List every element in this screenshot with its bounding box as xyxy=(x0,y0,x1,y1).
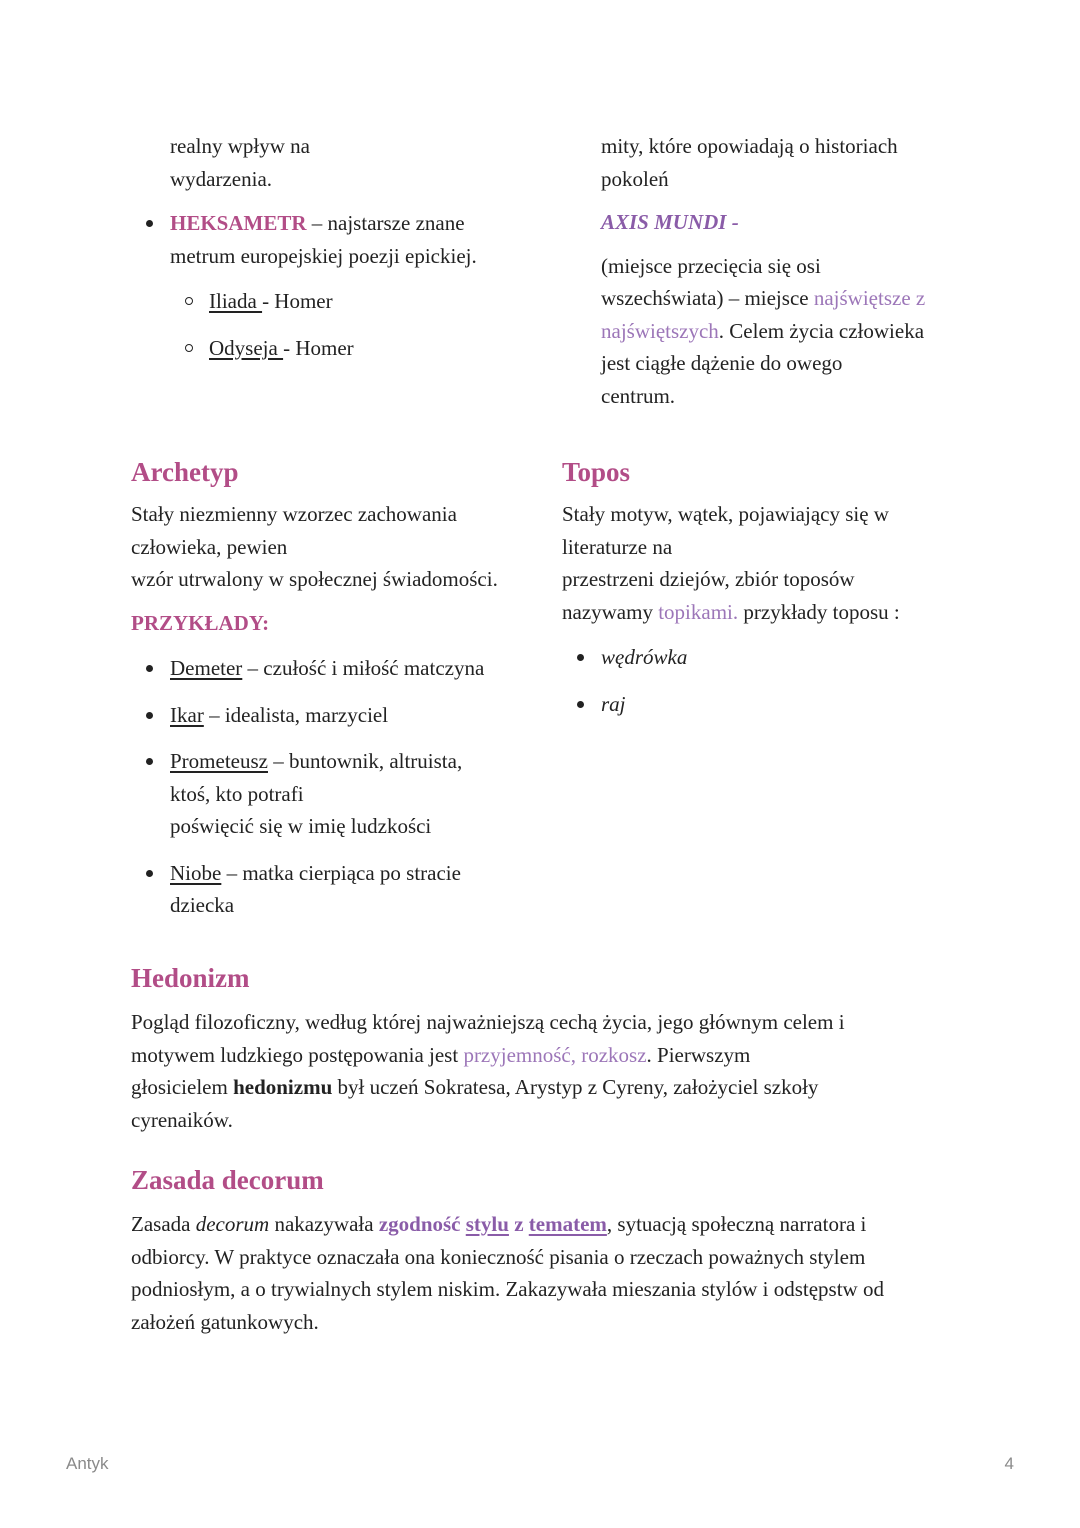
heksametr-def-line: – najstarsze znane xyxy=(311,211,465,235)
example-name: Prometeusz xyxy=(170,749,268,773)
paragraph-line: Zasada decorum nakazywała zgodność stylu z tematem, sytuacją społeczną narratora i xyxy=(131,1212,867,1236)
definition-line: literaturze na xyxy=(562,534,673,559)
definition-line: nazywamy topikami. przykłady toposu : xyxy=(562,599,900,624)
highlight-text: stylu xyxy=(465,1212,509,1236)
highlight-text: najświętszych xyxy=(601,318,719,343)
archetyp-section xyxy=(131,455,551,922)
highlight-text: przyjemność, rozkosz xyxy=(463,1042,647,1067)
decorum-section xyxy=(131,1163,991,1338)
continuation-line: mity, które opowiadają o historiach xyxy=(601,134,898,158)
highlight-text: najświętsze z xyxy=(813,286,926,310)
work-title: Odyseja xyxy=(209,335,284,360)
highlight-text: topikami. xyxy=(658,599,739,624)
heksametr-def-line: metrum europejskiej poezji epickiej. xyxy=(170,243,477,268)
example-item: Ikar – idealista, marzyciel xyxy=(170,699,551,732)
axis-line: (miejsce przecięcia się osi xyxy=(601,253,821,278)
section-title: Topos xyxy=(562,457,631,487)
section-title: Hedonizm xyxy=(131,963,250,993)
section-title: Archetyp xyxy=(131,457,239,487)
definition-line: Stały motyw, wątek, pojawiający się w xyxy=(562,502,889,526)
axis-line: jest ciągłe dążenie do owego xyxy=(601,351,843,375)
paragraph-line: odbiorcy. W praktyce oznaczała ona konieczność pisania o rzeczach poważnych stylem xyxy=(131,1244,866,1269)
paragraph-line: motywem ludzkiego postępowania jest przyjemność, rozkosz. Pierwszym xyxy=(131,1042,751,1067)
paragraph-line: podniosłym, a o trywialnych stylem niskim. Zakazywała mieszania stylów i odstępstw od xyxy=(131,1277,884,1301)
definition-line: człowieka, pewien xyxy=(131,534,288,559)
section-title: Zasada decorum xyxy=(131,1165,324,1195)
example-item: Demeter – czułość i miłość matczyna xyxy=(170,652,551,685)
continuation-line: pokoleń xyxy=(601,166,669,191)
works-list xyxy=(209,285,550,364)
footer-section-name: Antyk xyxy=(66,1454,109,1473)
paragraph-line: założeń gatunkowych. xyxy=(131,1309,319,1334)
work-author: - Homer xyxy=(283,335,354,360)
paragraph-line: cyrenaików. xyxy=(131,1107,233,1132)
axis-line: centrum. xyxy=(601,383,676,408)
topos-item: wędrówka xyxy=(601,641,982,674)
work-item xyxy=(209,332,550,365)
topos-section xyxy=(562,455,982,720)
topos-list xyxy=(601,641,982,720)
continuation-line: wydarzenia. xyxy=(170,166,273,191)
continuation-line: realny wpływ na xyxy=(170,134,310,158)
definition-line: wzór utrwalony w społecznej świadomości. xyxy=(131,567,498,591)
page-number: 4 xyxy=(1004,1454,1014,1473)
example-name: Ikar xyxy=(170,702,204,727)
example-name: Niobe xyxy=(170,860,222,885)
example-name: Demeter xyxy=(170,656,243,680)
paragraph-line: Pogląd filozoficzny, według której najważniejszą cechą życia, jego głównym celem i xyxy=(131,1010,845,1034)
axis-mundi-heading: AXIS MUNDI - xyxy=(601,210,739,234)
examples-label: PRZYKŁADY: xyxy=(131,610,270,635)
work-item xyxy=(209,285,550,318)
topos-item: raj xyxy=(601,688,982,721)
highlight-text: tematem xyxy=(528,1212,607,1236)
heksametr-item xyxy=(170,207,550,272)
heksametr-term: HEKSAMETR xyxy=(170,211,307,235)
definition-line: przestrzeni dziejów, zbiór toposów xyxy=(562,567,855,591)
example-item: Prometeusz – buntownik, altruista, ktoś, kto potrafi poświęcić się w imię ludzkości xyxy=(170,745,551,843)
hedonizm-section xyxy=(131,961,991,1136)
work-author: - Homer xyxy=(262,289,333,313)
axis-line: najświętszych. Celem życia człowieka xyxy=(601,318,925,343)
highlight-text: zgodność xyxy=(378,1212,466,1236)
right-top-column xyxy=(601,130,1001,412)
bold-term: hedonizmu xyxy=(233,1075,333,1099)
axis-line: wszechświata) – miejsce najświętsze z xyxy=(601,286,926,310)
work-title: Iliada xyxy=(209,289,263,313)
example-item: Niobe – matka cierpiąca po stracie dziecka xyxy=(170,857,551,922)
definition-line: Stały niezmienny wzorzec zachowania xyxy=(131,502,457,526)
examples-list xyxy=(170,652,551,922)
paragraph-line: głosicielem hedonizmu był uczeń Sokratesa, Arystyp z Cyreny, założyciel szkoły xyxy=(131,1075,819,1099)
left-top-column xyxy=(170,130,550,364)
